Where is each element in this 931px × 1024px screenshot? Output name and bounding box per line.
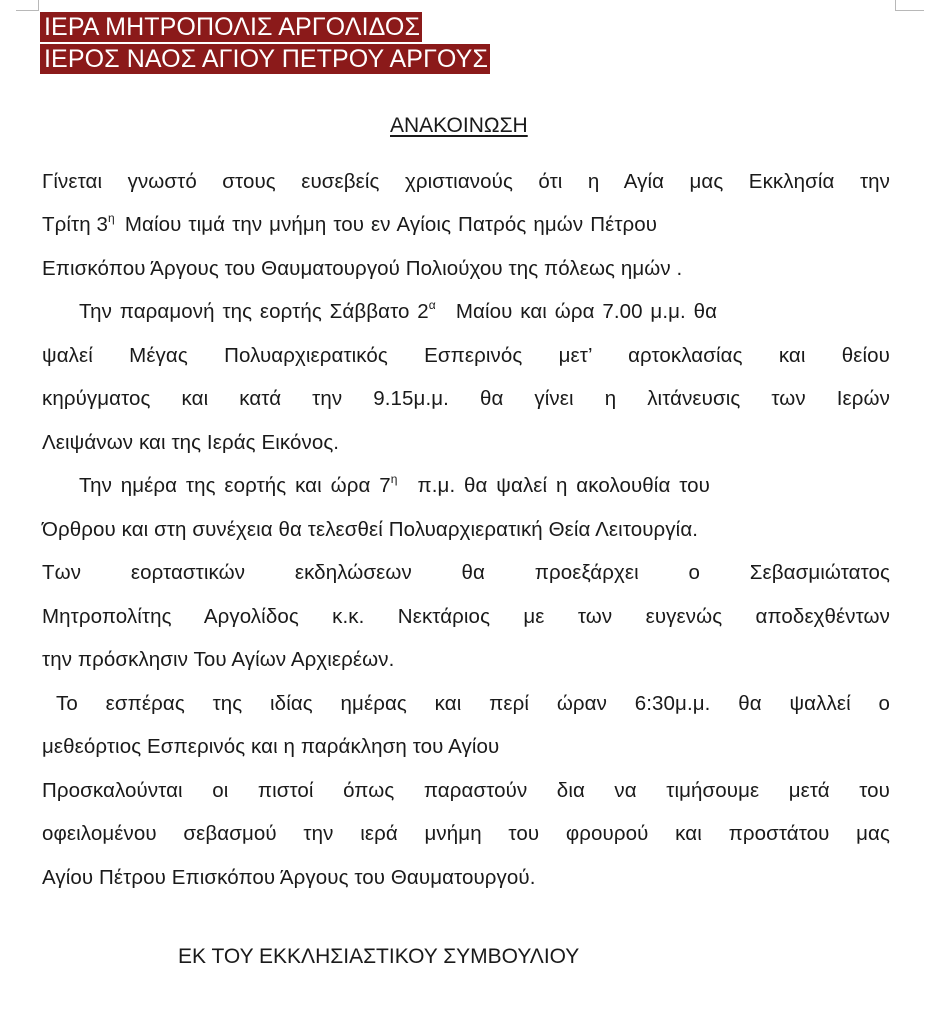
ordinal-superscript: η — [108, 211, 115, 225]
announcement-title: ΑΝΑΚΟΙΝΩΣΗ — [390, 114, 528, 137]
paragraph-3-line-4: Μητροπολίτης Αργολίδος κ.κ. Νεκτάριος με των ευγενώς αποδεχθέντων — [42, 605, 890, 628]
text-fragment: Τρίτη 3 — [42, 213, 109, 236]
paragraph-2-line-3: κηρύγματος και κατά την 9.15μ.μ. θα γίνει η λιτάνευσις των Ιερών — [42, 387, 890, 410]
paragraph-1-line-3: Επισκόπου Άργους του Θαυματουργού Πολιούχου της πόλεως ημών . — [42, 257, 683, 280]
paragraph-2-line-1 — [42, 298, 890, 326]
paragraph-3-line-1 — [42, 472, 890, 500]
text-fragment: Μαίου τιμά την μνήμη του εν Αγίοις Πατρός ημών Πέτρου — [124, 213, 658, 236]
text-fragment: Την ημέρα της εορτής και ώρα 7 — [79, 474, 391, 497]
paragraph-3-line-3: Των εορταστικών εκδηλώσεων θα προεξάρχει ο Σεβασμιώτατος — [42, 561, 890, 584]
paragraph-2-line-2: ψαλεί Μέγας Πολυαρχιερατικός Εσπερινός μετ’ αρτοκλασίας και θείου — [42, 344, 890, 367]
page-corner-mark-right — [895, 0, 924, 11]
paragraph-5-line-3: Αγίου Πέτρου Επισκόπου Άργους του Θαυματουργού. — [42, 866, 536, 889]
paragraph-4-line-1: Το εσπέρας της ιδίας ημέρας και περί ώραν 6:30μ.μ. θα ψαλλεί ο — [56, 692, 890, 715]
page-corner-mark-left — [16, 0, 39, 11]
text-fragment: π.μ. θα ψαλεί η ακολουθία του — [417, 474, 710, 497]
paragraph-5-line-2: οφειλομένου σεβασμού την ιερά μνήμη του φρουρού και προστάτου μας — [42, 822, 890, 845]
paragraph-5-line-1: Προσκαλούνται οι πιστοί όπως παραστούν δια να τιμήσουμε μετά του — [42, 779, 890, 802]
paragraph-2-line-4: Λειψάνων και της Ιεράς Εικόνος. — [42, 431, 340, 454]
paragraph-3-line-5: την πρόσκλησιν Του Αγίων Αρχιερέων. — [42, 648, 395, 671]
paragraph-1-line-2 — [42, 211, 890, 239]
signature: ΕΚ ΤΟΥ ΕΚΚΛΗΣΙΑΣΤΙΚΟΥ ΣΥΜΒΟΥΛΙΟΥ — [178, 945, 580, 968]
header-church: ΙΕΡΟΣ ΝΑΟΣ ΑΓΙΟΥ ΠΕΤΡΟΥ ΑΡΓΟΥΣ — [40, 44, 490, 74]
text-fragment: Μαίου και ώρα 7.00 μ.μ. θα — [455, 300, 718, 323]
paragraph-4-line-2: μεθεόρτιος Εσπερινός και η παράκληση του Αγίου — [42, 735, 500, 758]
paragraph-3-line-2: Όρθρου και στη συνέχεια θα τελεσθεί Πολυαρχιερατική Θεία Λειτουργία. — [42, 518, 699, 541]
header-metropolis: ΙΕΡΑ ΜΗΤΡΟΠΟΛΙΣ ΑΡΓΟΛΙΔΟΣ — [40, 12, 422, 42]
ordinal-superscript: η — [390, 472, 398, 486]
text-fragment — [125, 213, 657, 236]
text-fragment: Την παραμονή της εορτής Σάββατο 2 — [79, 300, 429, 323]
paragraph-1-line-1: Γίνεται γνωστό στους ευσεβείς χριστιανούς ότι η Αγία μας Εκκλησία την — [42, 170, 890, 193]
ordinal-superscript: α — [428, 298, 436, 312]
